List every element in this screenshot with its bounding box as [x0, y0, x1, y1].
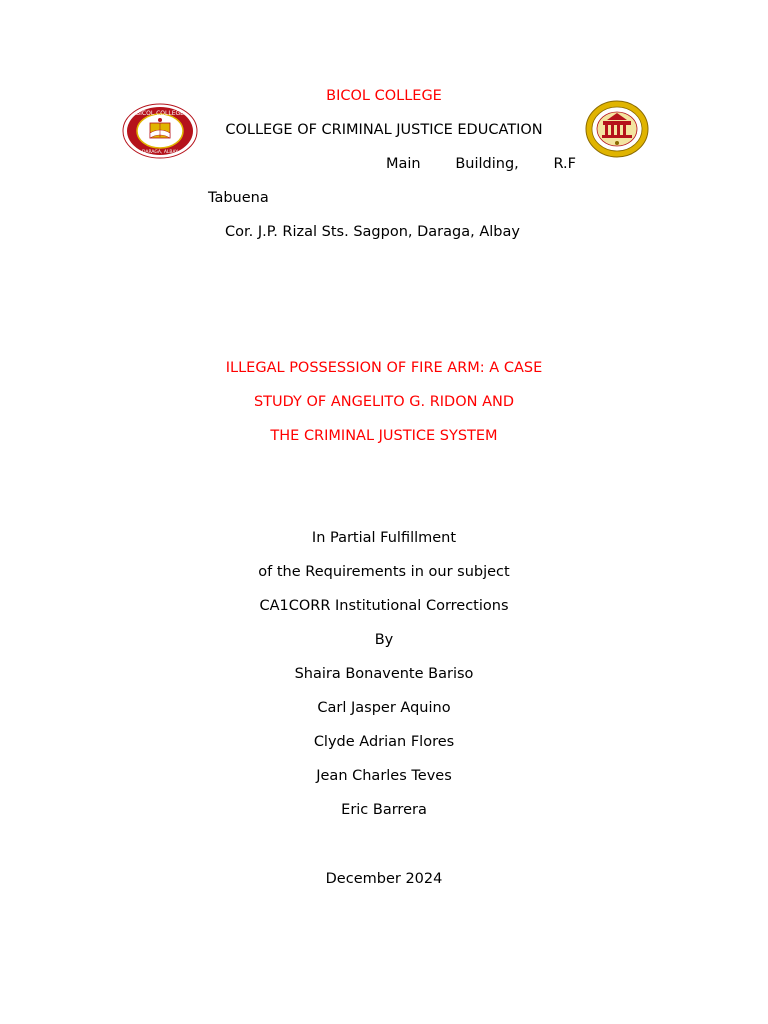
author-name: Eric Barrera [341, 802, 427, 818]
address-line-2: Cor. J.P. Rizal Sts. Sagpon, Daraga, Albay [225, 224, 520, 240]
author-name: Shaira Bonavente Bariso [294, 666, 474, 682]
college-name: COLLEGE OF CRIMINAL JUSTICE EDUCATION [225, 122, 543, 138]
left-logo-text-top: BICOL COLLEGE [136, 110, 184, 117]
title-line-1: ILLEGAL POSSESSION OF FIRE ARM: A CASE [225, 360, 543, 376]
author-name: Jean Charles Teves [316, 768, 452, 784]
address-word-main: Main [386, 156, 421, 172]
author-name: Clyde Adrian Flores [313, 734, 455, 750]
fulfillment-line-1: In Partial Fulfillment [311, 530, 457, 546]
title-line-2: STUDY OF ANGELITO G. RIDON AND [253, 394, 515, 410]
school-name: BICOL COLLEGE [326, 88, 442, 104]
address-word-building: Building, [455, 156, 519, 172]
ccje-logo [585, 100, 649, 158]
fulfillment-line-2: of the Requirements in our subject [258, 564, 510, 580]
criminal-justice-seal-icon [585, 100, 649, 158]
title-line-3: THE CRIMINAL JUSTICE SYSTEM [270, 428, 498, 444]
author-name: Carl Jasper Aquino [317, 700, 451, 716]
subject-line: CA1CORR Institutional Corrections [259, 598, 509, 614]
document-date: December 2024 [325, 871, 443, 887]
by-label: By [374, 632, 394, 648]
left-logo-text-bottom: DARAGA, ALBAY [142, 150, 178, 155]
address-line-1 [386, 155, 576, 173]
address-continuation: Tabuena [208, 190, 269, 206]
address-word-rf: R.F [553, 156, 576, 172]
